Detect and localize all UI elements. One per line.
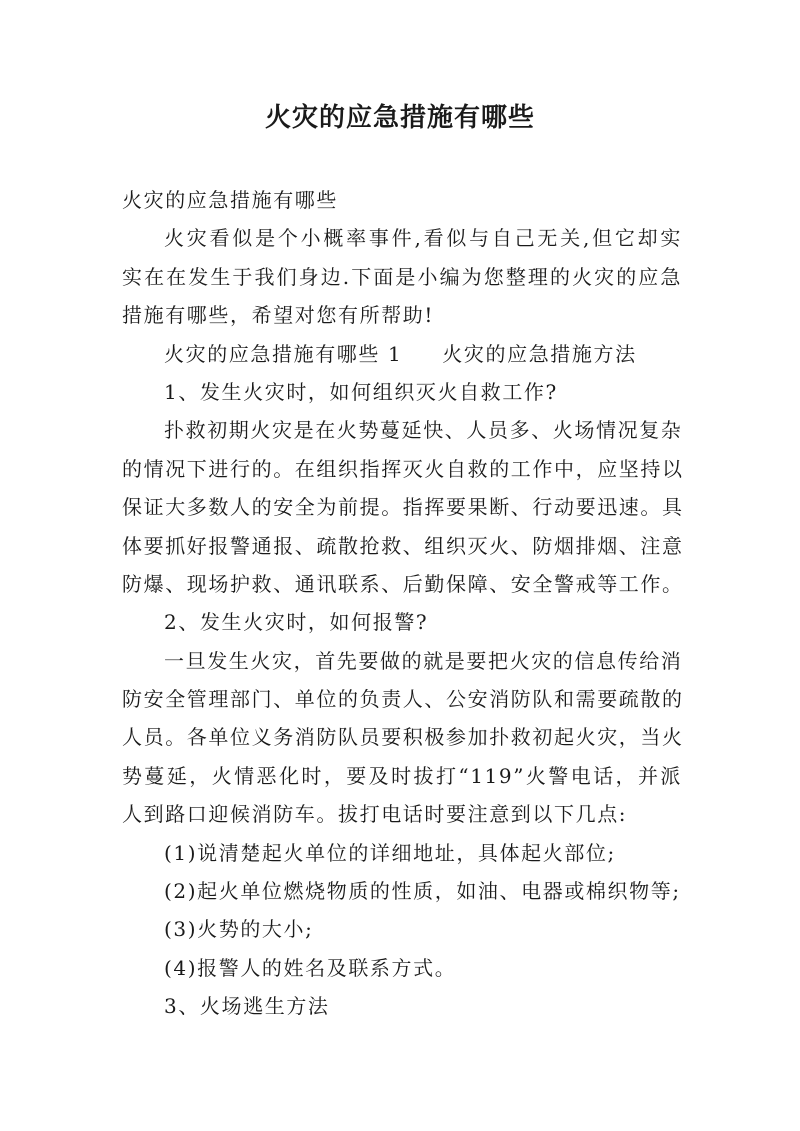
intro-line: 实在在发生于我们身边.下面是小编为您整理的火灾的应急 <box>122 264 682 289</box>
answer-1-line: 体要抓好报警通报、疏散抢救、组织灭火、防烟排烟、注意 <box>122 533 684 558</box>
section-heading <box>122 335 682 373</box>
answer-1-line: 防爆、现场护救、通讯联系、后勤保障、安全警戒等工作。 <box>122 571 684 596</box>
answer-2-line: 人到路口迎候消防车。拔打电话时要注意到以下几点: <box>122 802 628 827</box>
point-item: (1)说清楚起火单位的详细地址，具体起火部位; <box>164 840 616 865</box>
intro-line: 火灾看似是个小概率事件,看似与自己无关,但它却实 <box>164 226 682 251</box>
intro-line: 措施有哪些，希望对您有所帮助! <box>122 303 435 328</box>
answer-2-line: 人员。各单位义务消防队员要积极参加扑救初起火灾，当火 <box>122 725 684 750</box>
point-item: (4)报警人的姓名及联系方式。 <box>164 955 457 980</box>
document-body <box>122 181 682 1026</box>
point-item: (2)起火单位燃烧物质的性质，如油、电器或棉织物等; <box>164 879 681 904</box>
document-title: 火灾的应急措施有哪些 <box>264 103 535 133</box>
subtitle: 火灾的应急措施有哪些 <box>122 188 338 212</box>
question-3: 3、火场逃生方法 <box>164 994 330 1019</box>
question-2: 2、发生火灾时，如何报警? <box>164 610 429 635</box>
answer-1-line: 的情况下进行的。在组织指挥灭火自救的工作中，应坚持以 <box>122 456 684 481</box>
point-item: (3)火势的大小; <box>164 917 314 942</box>
question-1: 1、发生火灾时，如何组织灭火自救工作? <box>164 379 558 404</box>
section-heading-left: 火灾的应急措施有哪些 1 <box>164 341 403 366</box>
answer-2-line: 防安全管理部门、单位的负责人、公安消防队和需要疏散的 <box>122 687 684 712</box>
section-heading-right: 火灾的应急措施方法 <box>442 341 637 366</box>
answer-1-line: 保证大多数人的安全为前提。指挥要果断、行动要迅速。具 <box>122 495 684 520</box>
answer-2-line: 势蔓延，火情恶化时，要及时拔打“119”火警电话，并派 <box>122 763 682 788</box>
answer-2-line: 一旦发生火灾，首先要做的就是要把火灾的信息传给消 <box>164 648 683 673</box>
answer-1-line: 扑救初期火灾是在火势蔓延快、人员多、火场情况复杂 <box>164 418 683 443</box>
